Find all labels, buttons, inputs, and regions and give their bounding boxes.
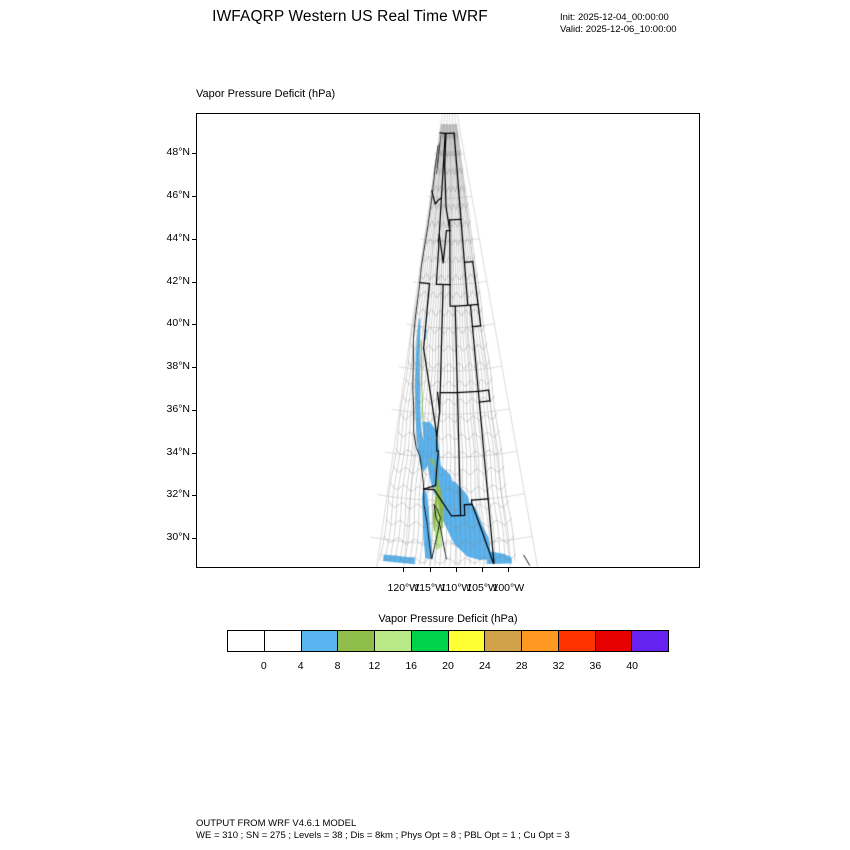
lat-tick-label: 40°N — [166, 317, 190, 330]
model-config-footer — [196, 818, 570, 842]
lon-tick-mark — [456, 567, 457, 572]
colorbar-tick: 28 — [515, 660, 528, 672]
lat-tick-label: 48°N — [166, 146, 190, 159]
lat-tick-label: 44°N — [166, 231, 190, 244]
lat-tick-mark — [192, 282, 197, 283]
lat-tick-mark — [192, 239, 197, 240]
lat-tick-label: 34°N — [166, 445, 190, 458]
colorbar-swatch — [596, 631, 633, 651]
colorbar-tick: 20 — [442, 660, 454, 672]
lon-tick-label: 100°W — [492, 582, 525, 594]
colorbar-swatch — [375, 631, 412, 651]
colorbar-tick: 40 — [626, 660, 638, 672]
lat-tick-mark — [192, 196, 197, 197]
colorbar-tick: 24 — [478, 660, 491, 672]
colorbar-tick: 0 — [260, 660, 267, 672]
colorbar-swatch — [485, 631, 522, 651]
page-title: IWFAQRP Western US Real Time WRF — [212, 8, 488, 25]
lon-tick-label: 105°W — [466, 582, 498, 594]
colorbar-swatch — [228, 631, 265, 651]
lat-tick-mark — [192, 495, 197, 496]
colorbar-tick: 8 — [334, 660, 341, 672]
colorbar-tick: 36 — [589, 660, 602, 672]
colorbar-swatch — [338, 631, 375, 651]
lat-tick-mark — [192, 324, 197, 325]
footer-line-2: WE = 310 ; SN = 275 ; Levels = 38 ; Dis = 8km ; Phys Opt = 8 ; PBL Opt = 1 ; Cu Opt = 3 — [196, 830, 570, 841]
lat-tick-mark — [192, 453, 197, 454]
footer-line-1: OUTPUT FROM WRF V4.6.1 MODEL — [196, 818, 357, 829]
lat-tick-mark — [192, 367, 197, 368]
colorbar-tick: 4 — [297, 660, 304, 672]
lat-tick-label: 38°N — [166, 360, 190, 373]
lon-tick-mark — [430, 567, 431, 572]
lat-tick-mark — [192, 410, 197, 411]
lon-tick-mark — [508, 567, 509, 572]
colorbar-title: Vapor Pressure Deficit (hPa) — [378, 613, 518, 625]
lon-tick-label: 120°W — [387, 582, 420, 594]
colorbar-swatch — [412, 631, 449, 651]
model-run-info — [560, 12, 677, 36]
lon-tick-mark — [403, 567, 404, 572]
lat-tick-label: 32°N — [166, 488, 190, 501]
lat-tick-mark — [192, 538, 197, 539]
map-plot-area — [196, 113, 700, 568]
colorbar-tick: 32 — [552, 660, 565, 672]
lat-tick-label: 30°N — [166, 531, 190, 544]
colorbar-tick: 16 — [405, 660, 417, 672]
colorbar-tick: 12 — [368, 660, 381, 672]
lat-tick-mark — [192, 153, 197, 154]
colorbar-swatch — [449, 631, 486, 651]
valid-time: Valid: 2025-12-06_10:00:00 — [560, 24, 677, 35]
colorbar-swatch — [632, 631, 668, 651]
lon-tick-label: 115°W — [414, 582, 445, 594]
lat-tick-label: 36°N — [166, 402, 190, 415]
field-label: Vapor Pressure Deficit (hPa) — [196, 88, 336, 100]
lat-tick-label: 46°N — [166, 188, 190, 201]
map-canvas — [197, 114, 700, 568]
init-time: Init: 2025-12-04_00:00:00 — [560, 12, 669, 23]
lon-tick-mark — [482, 567, 483, 572]
colorbar-swatch — [265, 631, 302, 651]
colorbar-swatch — [522, 631, 559, 651]
colorbar-swatch — [559, 631, 596, 651]
colorbar-tick-labels — [227, 660, 669, 676]
lat-tick-label: 42°N — [166, 274, 190, 287]
lon-tick-label: 110°W — [440, 582, 472, 594]
colorbar — [227, 630, 669, 652]
colorbar-swatch — [302, 631, 339, 651]
